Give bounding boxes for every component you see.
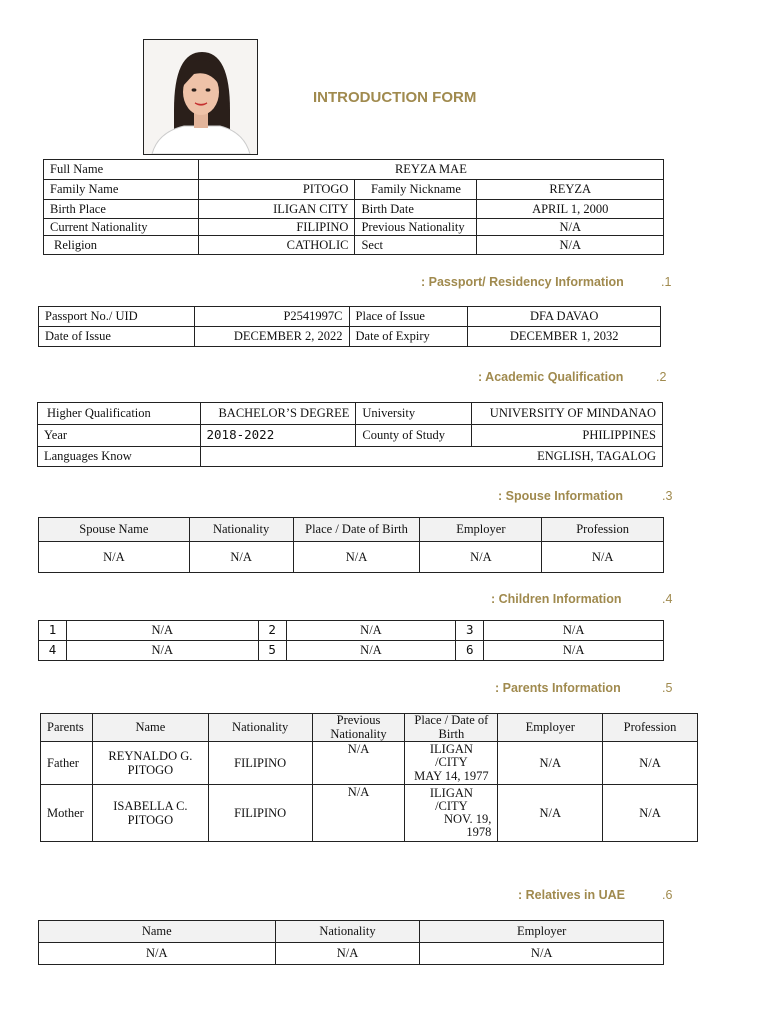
- parents-section-number: .5: [662, 681, 673, 695]
- relatives-section-title: : Relatives in UAE: [518, 888, 625, 902]
- children-table: [38, 620, 664, 661]
- mother-row: [41, 785, 698, 842]
- father-birth-line: /CITY: [435, 755, 468, 770]
- full-name-label: Full Name: [44, 160, 199, 180]
- relatives-nationality-value: N/A: [275, 943, 420, 965]
- relatives-table: [38, 920, 664, 965]
- year-value: 2018-2022: [200, 425, 356, 447]
- family-name-label: Family Name: [44, 180, 199, 200]
- university-value: UNIVERSITY OF MINDANAO: [472, 403, 663, 425]
- academic-table: [37, 402, 663, 467]
- parents-header-birth: Place / Date of Birth: [405, 714, 498, 742]
- mother-birth-line: NOV. 19,: [444, 812, 492, 826]
- date-of-issue-value: DECEMBER 2, 2022: [194, 327, 349, 347]
- spouse-birth-value: N/A: [293, 542, 420, 573]
- mother-employer: N/A: [498, 785, 603, 842]
- sect-value: N/A: [477, 236, 664, 255]
- place-of-issue-value: DFA DAVAO: [468, 307, 661, 327]
- child-value: N/A: [484, 621, 664, 641]
- father-employer: N/A: [498, 742, 603, 785]
- spouse-nationality-value: N/A: [189, 542, 293, 573]
- birth-place-label: Birth Place: [44, 200, 199, 219]
- spouse-header-employer: Employer: [420, 518, 542, 542]
- spouse-header-nationality: Nationality: [189, 518, 293, 542]
- mother-nationality: FILIPINO: [208, 785, 312, 842]
- passport-no-value: P2541997C: [194, 307, 349, 327]
- father-birth-line: MAY 14, 1977: [414, 768, 489, 783]
- child-value: N/A: [286, 641, 456, 661]
- academic-section-title: : Academic Qualification: [478, 370, 624, 384]
- academic-section-number: .2: [656, 370, 667, 384]
- place-of-issue-label: Place of Issue: [349, 307, 468, 327]
- spouse-section-title: : Spouse Information: [498, 489, 623, 503]
- date-of-expiry-label: Date of Expiry: [349, 327, 468, 347]
- year-label: Year: [38, 425, 201, 447]
- passport-section-number: .1: [661, 275, 672, 289]
- current-nationality-value: FILIPINO: [198, 219, 355, 236]
- father-name: REYNALDO G. PITOGO: [92, 742, 208, 785]
- spouse-section-number: .3: [662, 489, 673, 503]
- mother-birth-line: 1978: [466, 825, 492, 840]
- personal-info-table: [43, 159, 664, 255]
- county-of-study-value: PHILIPPINES: [472, 425, 663, 447]
- father-previous-nationality: N/A: [312, 742, 405, 785]
- relatives-name-value: N/A: [39, 943, 276, 965]
- passport-table: [38, 306, 661, 347]
- mother-birth-line: /CITY: [435, 798, 468, 813]
- mother-label: Mother: [41, 785, 93, 842]
- form-title: INTRODUCTION FORM: [313, 89, 477, 106]
- mother-profession: N/A: [603, 785, 698, 842]
- family-nickname-value: REYZA: [477, 180, 664, 200]
- parents-section-title: : Parents Information: [495, 681, 621, 695]
- father-row: [41, 742, 698, 785]
- birth-date-value: APRIL 1, 2000: [477, 200, 664, 219]
- mother-previous-nationality: N/A: [312, 785, 405, 842]
- passport-section-title: : Passport/ Residency Information: [421, 275, 624, 289]
- date-of-expiry-value: DECEMBER 1, 2032: [468, 327, 661, 347]
- previous-nationality-value: N/A: [477, 219, 664, 236]
- parents-header-profession: Profession: [603, 714, 698, 742]
- spouse-header-profession: Profession: [542, 518, 664, 542]
- father-label: Father: [41, 742, 93, 785]
- birth-date-label: Birth Date: [355, 200, 477, 219]
- parents-header-parents: Parents: [41, 714, 93, 742]
- spouse-header-birth: Place / Date of Birth: [293, 518, 420, 542]
- parents-header-employer: Employer: [498, 714, 603, 742]
- passport-no-label: Passport No./ UID: [39, 307, 195, 327]
- spouse-table: [38, 517, 664, 573]
- higher-qualification-label: Higher Qualification: [38, 403, 201, 425]
- languages-value: ENGLISH, TAGALOG: [200, 447, 663, 467]
- higher-qualification-value: BACHELOR’S DEGREE: [200, 403, 356, 425]
- relatives-section-number: .6: [662, 888, 673, 902]
- family-name-value: PITOGO: [198, 180, 355, 200]
- previous-nationality-label: Previous Nationality: [355, 219, 477, 236]
- date-of-issue-label: Date of Issue: [39, 327, 195, 347]
- relatives-header-nationality: Nationality: [275, 921, 420, 943]
- father-birth: [405, 742, 498, 785]
- parents-header-name: Name: [92, 714, 208, 742]
- parents-header-previous-nationality: Previous Nationality: [312, 714, 405, 742]
- spouse-header-name: Spouse Name: [39, 518, 190, 542]
- birth-place-value: ILIGAN CITY: [198, 200, 355, 219]
- father-birth-line: ILIGAN: [429, 742, 473, 757]
- child-number: 3: [456, 621, 484, 641]
- spouse-profession-value: N/A: [542, 542, 664, 573]
- religion-label: Religion: [44, 236, 199, 255]
- children-section-number: .4: [662, 592, 673, 606]
- languages-label: Languages Know: [38, 447, 201, 467]
- father-nationality: FILIPINO: [208, 742, 312, 785]
- spouse-employer-value: N/A: [420, 542, 542, 573]
- child-number: 6: [456, 641, 484, 661]
- mother-birth-line: ILIGAN: [429, 785, 473, 800]
- relatives-employer-value: N/A: [420, 943, 664, 965]
- child-value: N/A: [66, 621, 258, 641]
- county-of-study-label: County of Study: [356, 425, 472, 447]
- portrait-photo-icon: [144, 40, 257, 154]
- relatives-header-name: Name: [39, 921, 276, 943]
- child-value: N/A: [66, 641, 258, 661]
- child-number: 1: [39, 621, 67, 641]
- full-name-value: REYZA MAE: [198, 160, 663, 180]
- religion-value: CATHOLIC: [198, 236, 355, 255]
- applicant-photo: [143, 39, 258, 155]
- child-number: 5: [258, 641, 286, 661]
- mother-name: ISABELLA C. PITOGO: [92, 785, 208, 842]
- current-nationality-label: Current Nationality: [44, 219, 199, 236]
- mother-birth: [405, 785, 498, 842]
- child-value: N/A: [286, 621, 456, 641]
- sect-label: Sect: [355, 236, 477, 255]
- family-nickname-label: Family Nickname: [355, 180, 477, 200]
- parents-table: [40, 713, 698, 842]
- father-profession: N/A: [603, 742, 698, 785]
- parents-header-nationality: Nationality: [208, 714, 312, 742]
- child-number: 4: [39, 641, 67, 661]
- child-value: N/A: [484, 641, 664, 661]
- spouse-name-value: N/A: [39, 542, 190, 573]
- children-section-title: : Children Information: [491, 592, 622, 606]
- university-label: University: [356, 403, 472, 425]
- child-number: 2: [258, 621, 286, 641]
- relatives-header-employer: Employer: [420, 921, 664, 943]
